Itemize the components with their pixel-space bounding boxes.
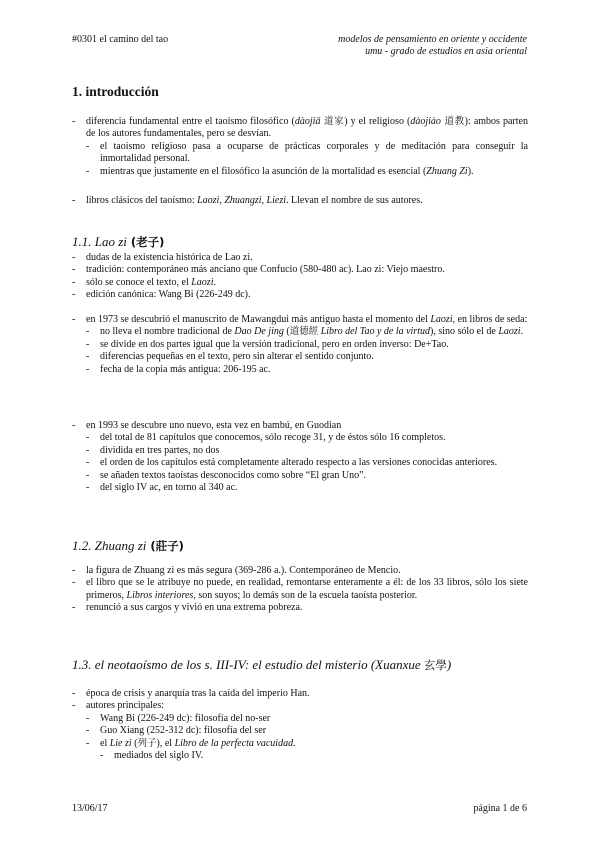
- neotaoismo-list: [72, 688, 528, 762]
- cjk-daojia: 道家: [320, 116, 345, 127]
- text-italic: Laozi: [498, 326, 521, 338]
- header-program: umu - grado de estudios en asia oriental: [365, 46, 527, 57]
- text: ): ambos parten de los autores fundamentales, pero se desvían.: [86, 116, 528, 140]
- sub-list: [86, 326, 528, 376]
- text: ) y el religioso (: [344, 116, 411, 127]
- text: (: [283, 326, 290, 338]
- text: .: [293, 737, 296, 749]
- section-number: 1.2.: [72, 538, 95, 553]
- text-italic: Lie zi: [109, 737, 132, 749]
- term-daojia: dàojiā: [294, 116, 321, 127]
- text: en 1973 se descubrió el manuscrito de Mawangdui más antiguo hasta el momento del: [86, 314, 431, 325]
- list-item: - dudas de la existencia histórica de Lao zi.: [72, 252, 528, 264]
- list-item: [72, 277, 528, 289]
- section-cjk: 玄學: [423, 658, 447, 672]
- list-item: [72, 420, 528, 494]
- list-item: [72, 116, 528, 178]
- section-number: 1.1.: [72, 234, 95, 249]
- header-course-code: #0301 el camino del tao: [72, 34, 169, 45]
- text: ), sino sólo el de: [429, 326, 499, 338]
- list-item: - del total de 81 capítulos que conocemos, sólo recoge 31, y de éstos sólo 16 completos.: [86, 432, 528, 444]
- text-italic: Laozi: [430, 314, 453, 325]
- text: , son suyos; lo demás son de la escuela taoísta posterior.: [193, 589, 418, 601]
- term-daojiao: dàojiào: [410, 116, 441, 127]
- text-italic: Libros interiores: [126, 589, 194, 601]
- intro-list: [72, 116, 528, 178]
- text-italic: Zhuang Zi: [426, 165, 468, 177]
- lao-zi-list-2: [72, 314, 528, 376]
- list-item: - Wang Bi (226-249 dc): filosofía del no-ser: [86, 713, 528, 725]
- list-item: - el taoísmo religioso pasa a ocuparse de prácticas corporales y de meditación para conseguir la inmortalidad personal.: [86, 141, 528, 166]
- section-cjk: (老子): [126, 235, 165, 249]
- text: el libro que se le atribuye no puede, en realidad, remontarse enteramente a él: de los 33 libros, sólo los siete primeros,: [86, 577, 528, 601]
- text-italic: Libro del Tao y de la virtud: [318, 326, 430, 338]
- text: , en libros de seda:: [452, 314, 528, 325]
- list-item: [72, 314, 528, 376]
- section-name: Lao zi: [94, 234, 127, 249]
- lao-zi-list-1: [72, 252, 528, 302]
- sub-list: [86, 713, 528, 763]
- list-item: [72, 577, 528, 602]
- text: . Llevan el nombre de sus autores.: [286, 195, 423, 206]
- section-name: 1.3. el neotaoísmo de los s. III-IV: el estudio del misterio (Xuanxue: [72, 657, 424, 672]
- list-item: - época de crisis y anarquía tras la caída del imperio Han.: [72, 688, 528, 700]
- text: .: [213, 276, 216, 288]
- cjk-daojiao: 道教: [440, 116, 465, 127]
- cjk-text: 列子: [137, 737, 157, 749]
- list-item: - Guo Xiang (252-312 dc): filosofía del ser: [86, 725, 528, 737]
- list-item: [86, 326, 528, 338]
- list-item: - mediados del siglo IV.: [100, 750, 528, 762]
- text: diferencia fundamental entre el taoísmo filosófico (: [86, 116, 295, 127]
- list-item: - el orden de los capítulos está completamente alterado respecto a las versiones conocidas anteriores.: [86, 457, 528, 469]
- text: ).: [467, 165, 474, 177]
- section-title-neotaoismo: [72, 657, 451, 673]
- list-item: - fecha de la copia más antigua: 206-195 ac.: [86, 364, 528, 376]
- sub-list: [86, 141, 528, 178]
- list-item: - tradición: contemporáneo más anciano que Confucio (580-480 ac). Lao zi: Viejo maestro.: [72, 264, 528, 276]
- list-item: - diferencias pequeñas en el texto, pero sin alterar el sentido conjunto.: [86, 351, 528, 363]
- zhuang-zi-list: [72, 565, 528, 615]
- header-course-title: modelos de pensamiento en oriente y occidente: [338, 34, 527, 45]
- list-item: - edición canónica: Wang Bi (226-249 dc).: [72, 289, 528, 301]
- list-item: [72, 700, 528, 762]
- footer-date: 13/06/17: [72, 803, 108, 814]
- list-item: - dividida en tres partes, no dos: [86, 445, 528, 457]
- list-item: [86, 738, 528, 763]
- text-italic: Libro de la perfecta vacuidad: [174, 737, 294, 749]
- text-italic: Laozi: [191, 276, 214, 288]
- list-item: [86, 166, 528, 178]
- text: el: [100, 737, 110, 749]
- text: (: [131, 737, 138, 749]
- text: .: [520, 326, 524, 338]
- section-cjk: (莊子): [146, 539, 184, 553]
- text: libros clásicos del taoísmo:: [86, 195, 198, 206]
- lao-zi-list-3: [72, 420, 528, 494]
- section-title-introduccion: 1. introducción: [72, 84, 159, 99]
- text-italic: Dao De jing: [234, 326, 284, 338]
- footer-page-number: página 1 de 6: [473, 803, 527, 814]
- section-title-lao-zi: [72, 234, 164, 250]
- text: mientras que justamente en el filosófico la asunción de la mortalidad es esencial (: [100, 165, 427, 177]
- text: en 1993 se descubre uno nuevo, esta vez en bambú, en Guodian: [86, 420, 342, 431]
- text: autores principales:: [86, 700, 165, 712]
- list-item: [72, 195, 528, 207]
- sub-list: [86, 432, 528, 494]
- text: no lleva el nombre tradicional de: [100, 326, 235, 338]
- section-name: Zhuang zi: [94, 538, 147, 553]
- list-item: - se divide en dos partes igual que la versión tradicional, pero en orden inverso: De+Tao.: [86, 339, 528, 351]
- section-title-zhuang-zi: [72, 538, 184, 554]
- book-titles: Laozi, Zhuangzi, Liezi: [197, 195, 287, 206]
- text: ): [446, 657, 452, 672]
- list-item: - del siglo IV ac, en torno al 340 ac.: [86, 482, 528, 494]
- cjk-text: 道德經: [289, 326, 319, 338]
- list-item: - la figura de Zhuang zi es más segura (369-286 a.). Contemporáneo de Mencio.: [72, 565, 528, 577]
- text: ), el: [156, 737, 175, 749]
- text: sólo se conoce el texto, el: [86, 276, 192, 288]
- intro-list-2: [72, 195, 528, 207]
- header-course-info: [338, 34, 527, 58]
- sub-sub-list: [100, 750, 528, 762]
- list-item: - se añaden textos taoístas desconocidos como sobre “El gran Uno”.: [86, 470, 528, 482]
- list-item: - renunció a sus cargos y vivió en una extrema pobreza.: [72, 602, 528, 614]
